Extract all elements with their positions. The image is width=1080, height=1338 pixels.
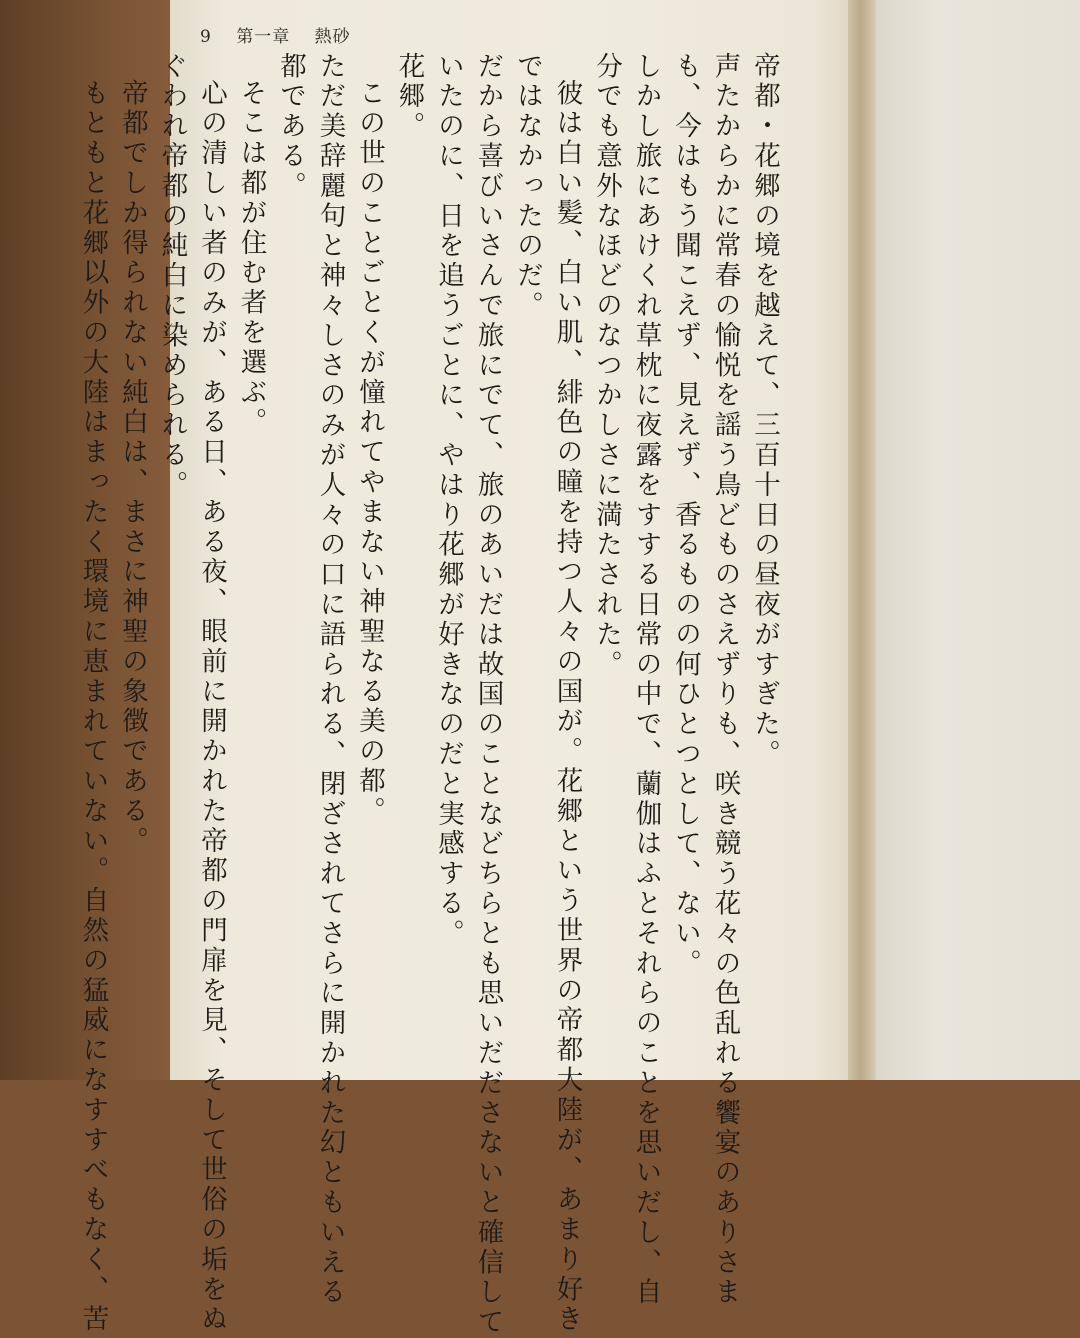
text-line: いたのに、日を追うごとに、やはり花郷が好きなのだと実感する。: [433, 52, 464, 949]
text-line: この世のことごとくが憧れてやまない神聖なる美の都。: [354, 79, 385, 827]
text-line: そこは都が住む者を選ぶ。: [235, 79, 267, 438]
text-line: もともと花郷以外の大陸はまったく環境に恵まれていない。自然の猛威になすすべもなく、苦: [77, 79, 109, 1335]
text-line: だから喜びいさんで旅にでて、旅のあいだは故国のことなどちらとも思いだださないと確信して: [472, 52, 504, 1338]
page-gutter-edge: [848, 0, 876, 1080]
chapter-title: 熱砂: [314, 27, 351, 47]
chapter-label: 第一章: [236, 27, 291, 47]
text-line: も、今はもう聞こえず、見えず、香るものの何ひとつとして、ない。: [670, 52, 701, 979]
text-line: 声たからかに常春の愉悦を謡う鳥どものさえずりも、咲き競う花々の色乱れる饗宴のありさま: [709, 52, 741, 1308]
text-line: ただ美辞麗句と神々しさのみが人々の口に語られる、閉ざされてさらに開かれた幻ともいえる: [314, 52, 346, 1308]
page-number: 9: [200, 27, 212, 47]
text-line: ぐわれ帝都の純白に染められる。: [156, 52, 188, 501]
text-line: ではなかったのだ。: [512, 52, 543, 322]
text-line: しかし旅にあけくれ草枕に夜露をすする日常の中で、蘭伽はふとそれらのことを思いだし、自: [630, 52, 662, 1308]
text-line: 帝都でしか得られない純白は、まさに神聖の象徴である。: [117, 79, 148, 857]
text-line: 花郷。: [393, 52, 425, 142]
text-line: 心の清しい者のみが、ある日、ある夜、眼前に開かれた帝都の門扉を見、そして世俗の垢をぬ: [196, 79, 227, 1335]
text-line: 帝都・花郷の境を越えて、三百十日の昼夜がすぎた。: [749, 52, 780, 770]
text-line: 彼は白い髪、白い肌、緋色の瞳を持つ人々の国が。花郷という世界の帝都大陸が、あまり好き: [551, 79, 583, 1335]
text-line: 都である。: [275, 52, 306, 202]
facing-page: [876, 0, 1080, 1080]
vertical-body-text: [73, 52, 784, 1338]
text-line: 分でも意外なほどのなつかしさに満たされた。: [591, 52, 622, 680]
running-header: [200, 22, 369, 47]
